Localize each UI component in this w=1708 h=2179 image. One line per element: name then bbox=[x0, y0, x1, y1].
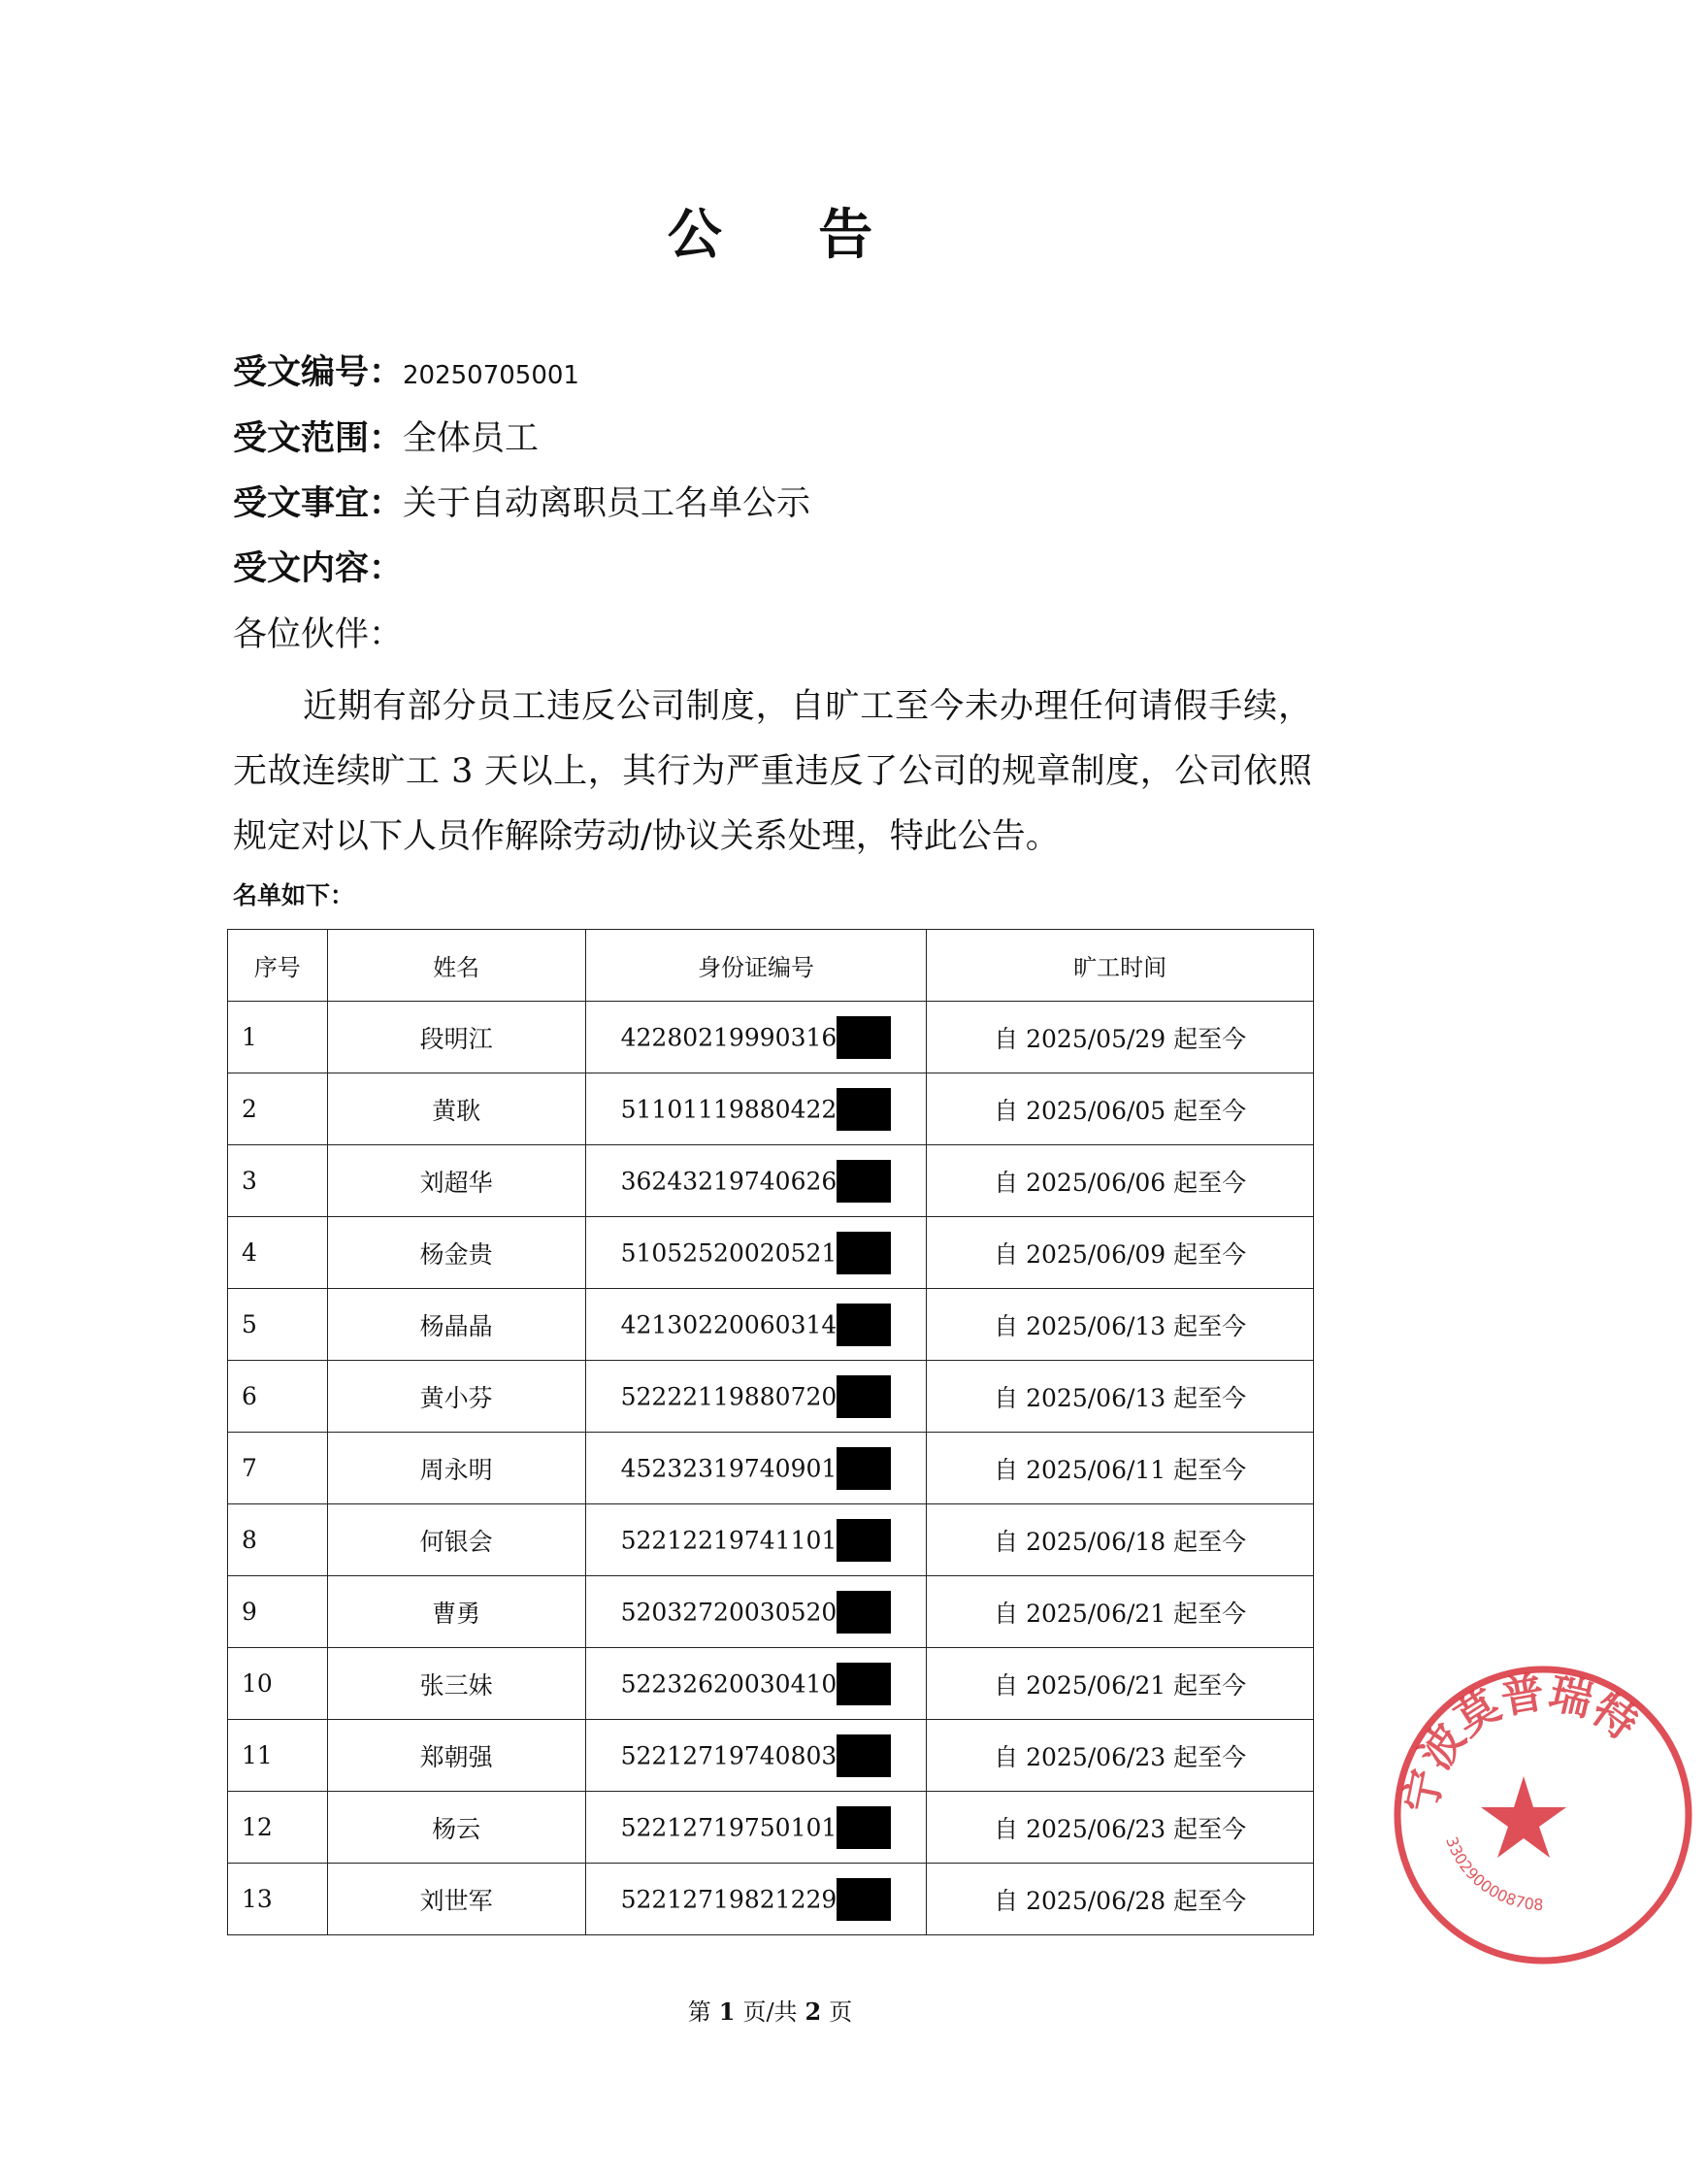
row-no: 9 bbox=[228, 1576, 328, 1648]
row-id bbox=[585, 1289, 927, 1361]
redaction-block bbox=[837, 1663, 891, 1705]
row-id-number: 52222119880720 bbox=[620, 1382, 838, 1410]
row-id-number: 42280219990316 bbox=[620, 1023, 838, 1051]
row-no: 1 bbox=[228, 1002, 328, 1073]
row-id bbox=[585, 1433, 927, 1504]
row-absence-time: 自 2025/06/23 起至今 bbox=[927, 1720, 1314, 1792]
row-no: 2 bbox=[228, 1073, 328, 1145]
row-name: 刘超华 bbox=[327, 1145, 585, 1217]
row-name: 张三妹 bbox=[327, 1648, 585, 1720]
seal-stamp-icon bbox=[1378, 1650, 1708, 1980]
row-id bbox=[585, 1073, 927, 1145]
redaction-block bbox=[837, 1519, 891, 1562]
redaction-block bbox=[837, 1447, 891, 1490]
row-absence-time: 自 2025/06/05 起至今 bbox=[927, 1073, 1314, 1145]
row-no: 4 bbox=[228, 1217, 328, 1289]
row-no: 11 bbox=[228, 1720, 328, 1792]
table-row bbox=[228, 1648, 1314, 1720]
redaction-block bbox=[837, 1232, 891, 1274]
row-id bbox=[585, 1720, 927, 1792]
row-name: 段明江 bbox=[327, 1002, 585, 1073]
row-absence-time: 自 2025/06/09 起至今 bbox=[927, 1217, 1314, 1289]
row-id-number: 52212219741101 bbox=[620, 1526, 838, 1554]
content-label: 受文内容： bbox=[233, 548, 404, 588]
redaction-block bbox=[837, 1591, 891, 1634]
row-absence-time: 自 2025/06/06 起至今 bbox=[927, 1145, 1314, 1217]
doc-number-line bbox=[233, 353, 579, 395]
row-id-number: 52212719740803 bbox=[620, 1741, 838, 1769]
row-id-number: 51101119880422 bbox=[620, 1095, 838, 1123]
row-id bbox=[585, 1002, 927, 1073]
row-id bbox=[585, 1361, 927, 1433]
table-row bbox=[228, 1576, 1314, 1648]
footer-mid: 页/共 bbox=[742, 1998, 798, 2026]
row-absence-time: 自 2025/06/23 起至今 bbox=[927, 1792, 1314, 1864]
row-id-number: 52232620030410 bbox=[620, 1669, 838, 1698]
table-row bbox=[228, 1145, 1314, 1217]
row-name: 杨金贵 bbox=[327, 1217, 585, 1289]
list-intro: 名单如下： bbox=[233, 881, 355, 909]
row-absence-time: 自 2025/05/29 起至今 bbox=[927, 1002, 1314, 1073]
row-name: 何银会 bbox=[327, 1504, 585, 1576]
row-id bbox=[585, 1576, 927, 1648]
redaction-block bbox=[837, 1806, 891, 1849]
dismissal-table bbox=[227, 929, 1314, 1935]
footer-suffix: 页 bbox=[829, 1998, 853, 2026]
matter-line bbox=[233, 484, 810, 523]
notice-body: 近期有部分员工违反公司制度，自旷工至今未办理任何请假手续，无故连续旷工 3 天以上，其行为严重违反了公司的规章制度，公司依照规定对以下人员作解除劳动/协议关系处理，特此公告。 bbox=[233, 687, 1312, 856]
row-no: 7 bbox=[228, 1433, 328, 1504]
redaction-block bbox=[837, 1160, 891, 1203]
row-name: 周永明 bbox=[327, 1433, 585, 1504]
row-id-number: 51052520020521 bbox=[620, 1238, 838, 1267]
row-id bbox=[585, 1864, 927, 1935]
redaction-block bbox=[837, 1016, 891, 1059]
doc-number-label: 受文编号： bbox=[233, 352, 404, 392]
row-absence-time: 自 2025/06/21 起至今 bbox=[927, 1648, 1314, 1720]
redaction-block bbox=[837, 1304, 891, 1346]
row-name: 郑朝强 bbox=[327, 1720, 585, 1792]
row-id-number: 52212719750101 bbox=[620, 1813, 838, 1841]
row-id bbox=[585, 1792, 927, 1864]
row-name: 杨云 bbox=[327, 1792, 585, 1864]
scope-line bbox=[233, 419, 539, 458]
footer-page: 1 bbox=[718, 1997, 736, 2026]
scope-value: 全体员工 bbox=[403, 419, 540, 458]
redaction-block bbox=[837, 1734, 891, 1777]
row-no: 10 bbox=[228, 1648, 328, 1720]
row-no: 3 bbox=[228, 1145, 328, 1217]
row-id-number: 36243219740626 bbox=[620, 1167, 838, 1195]
row-id bbox=[585, 1217, 927, 1289]
greeting: 各位伙伴： bbox=[233, 615, 404, 654]
row-name: 曹勇 bbox=[327, 1576, 585, 1648]
content-line bbox=[233, 549, 403, 588]
row-absence-time: 自 2025/06/18 起至今 bbox=[927, 1504, 1314, 1576]
row-absence-time: 自 2025/06/11 起至今 bbox=[927, 1433, 1314, 1504]
table-row bbox=[228, 1433, 1314, 1504]
table-row bbox=[228, 1289, 1314, 1361]
footer-prefix: 第 bbox=[687, 1998, 711, 2026]
redaction-block bbox=[837, 1878, 891, 1921]
row-name: 杨晶晶 bbox=[327, 1289, 585, 1361]
scope-label: 受文范围： bbox=[233, 418, 404, 458]
redaction-block bbox=[837, 1375, 891, 1418]
row-id-number: 52212719821229 bbox=[620, 1885, 838, 1913]
row-no: 13 bbox=[228, 1864, 328, 1935]
svg-text:宁波莫普瑞特: 宁波莫普瑞特 bbox=[1396, 1667, 1647, 1817]
row-id-number: 42130220060314 bbox=[620, 1310, 838, 1338]
row-no: 12 bbox=[228, 1792, 328, 1864]
row-id bbox=[585, 1145, 927, 1217]
table-header-row bbox=[228, 930, 1314, 1002]
company-seal bbox=[1378, 1650, 1647, 1980]
table-row bbox=[228, 1864, 1314, 1935]
row-name: 刘世军 bbox=[327, 1864, 585, 1935]
matter-value: 关于自动离职员工名单公示 bbox=[403, 484, 811, 523]
header-id: 身份证编号 bbox=[585, 930, 927, 1002]
row-no: 6 bbox=[228, 1361, 328, 1433]
page-title: 公 告 bbox=[667, 204, 912, 267]
row-no: 5 bbox=[228, 1289, 328, 1361]
table-row bbox=[228, 1720, 1314, 1792]
row-no: 8 bbox=[228, 1504, 328, 1576]
header-name: 姓名 bbox=[327, 930, 585, 1002]
footer-total: 2 bbox=[805, 1997, 822, 2026]
svg-text:3302900008708: 3302900008708 bbox=[1442, 1833, 1544, 1915]
table-row bbox=[228, 1002, 1314, 1073]
row-absence-time: 自 2025/06/13 起至今 bbox=[927, 1361, 1314, 1433]
row-absence-time: 自 2025/06/21 起至今 bbox=[927, 1576, 1314, 1648]
page-footer bbox=[0, 1993, 1540, 2027]
row-id bbox=[585, 1648, 927, 1720]
row-name: 黄小芬 bbox=[327, 1361, 585, 1433]
row-absence-time: 自 2025/06/13 起至今 bbox=[927, 1289, 1314, 1361]
table-row bbox=[228, 1361, 1314, 1433]
row-absence-time: 自 2025/06/28 起至今 bbox=[927, 1864, 1314, 1935]
doc-number-value: 20250705001 bbox=[403, 361, 579, 390]
header-no: 序号 bbox=[228, 930, 328, 1002]
matter-label: 受文事宜： bbox=[233, 483, 404, 523]
header-absence-time: 旷工时间 bbox=[927, 930, 1314, 1002]
row-id-number: 52032720030520 bbox=[620, 1598, 838, 1626]
row-id bbox=[585, 1504, 927, 1576]
table-row bbox=[228, 1073, 1314, 1145]
table-row bbox=[228, 1504, 1314, 1576]
redaction-block bbox=[837, 1088, 891, 1131]
table-row bbox=[228, 1792, 1314, 1864]
row-name: 黄耿 bbox=[327, 1073, 585, 1145]
table-row bbox=[228, 1217, 1314, 1289]
row-id-number: 45232319740901 bbox=[620, 1454, 838, 1482]
